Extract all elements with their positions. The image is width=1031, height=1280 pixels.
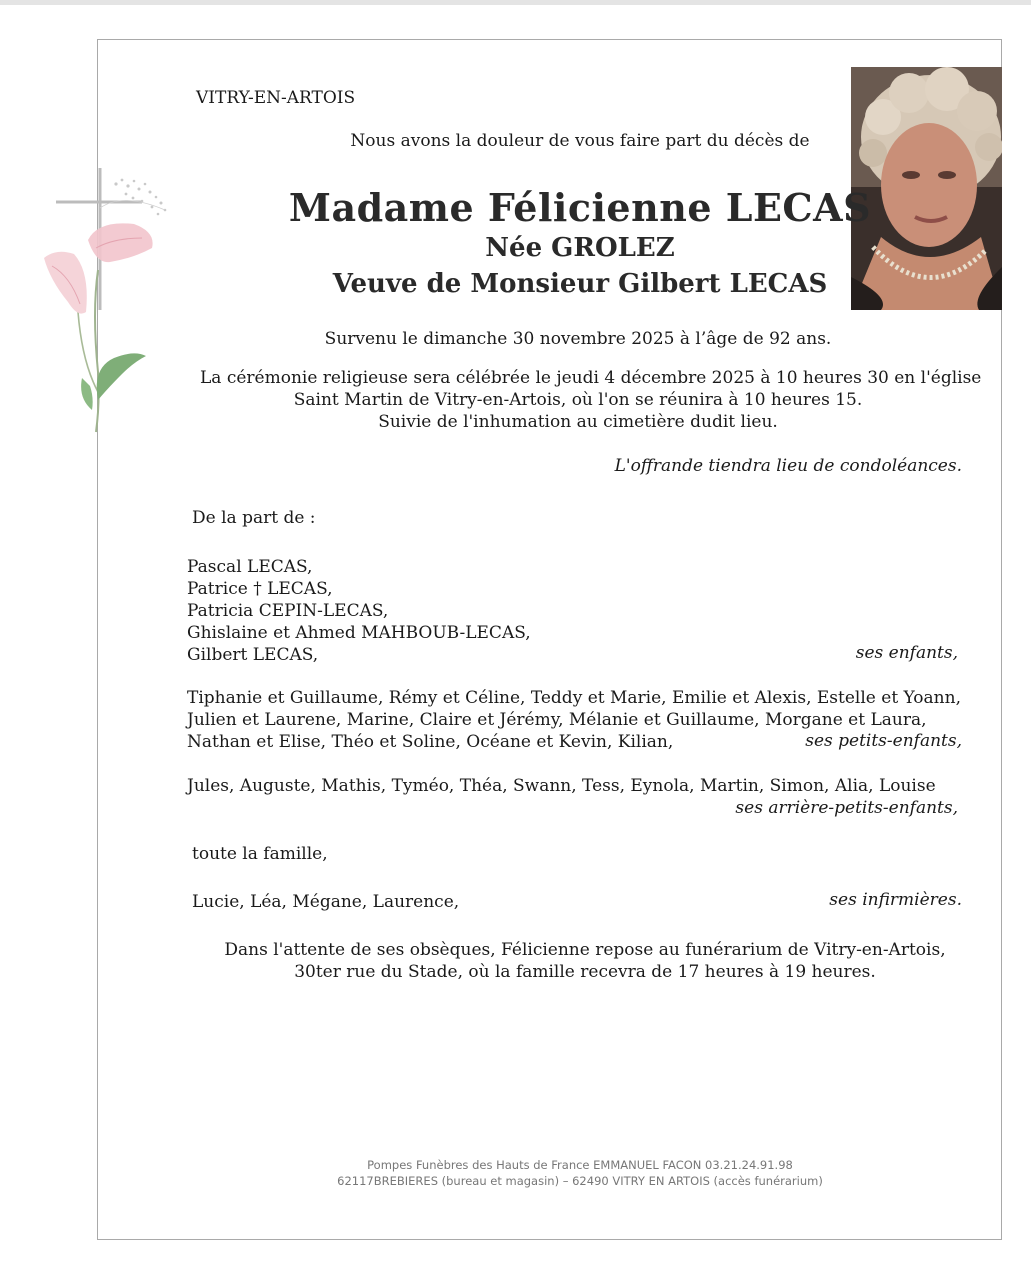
great-grandchildren-role: ses arrière-petits-enfants, xyxy=(735,798,958,818)
child-name: Patricia CEPIN-LECAS, xyxy=(187,601,389,621)
grandchildren-line: Tiphanie et Guillaume, Rémy et Céline, Teddy et Marie, Emilie et Alexis, Estelle et Yoann, xyxy=(187,688,961,708)
widow-of: Veuve de Monsieur Gilbert LECAS xyxy=(332,269,828,299)
child-name: Gilbert LECAS, xyxy=(187,645,319,665)
child-name: Patrice † LECAS, xyxy=(187,579,333,599)
nurses-names: Lucie, Léa, Mégane, Laurence, xyxy=(192,892,460,912)
leaf-icon xyxy=(81,353,146,410)
town-heading: VITRY-EN-ARTOIS xyxy=(196,88,356,108)
family-line: toute la famille, xyxy=(192,844,328,864)
grandchildren-line: Nathan et Elise, Théo et Soline, Océane et Kevin, Kilian, xyxy=(187,732,674,752)
from-label: De la part de : xyxy=(192,508,316,528)
ceremony-line-2: Saint Martin de Vitry-en-Artois, où l'on se réunira à 10 heures 15. xyxy=(293,390,863,410)
ceremony-line-3: Suivie de l'inhumation au cimetière dudit lieu. xyxy=(378,412,778,432)
children-role: ses enfants, xyxy=(855,643,958,663)
intro-text: Nous avons la douleur de vous faire part du décès de xyxy=(350,131,810,151)
maiden-name: Née GROLEZ xyxy=(485,233,675,263)
offering-note: L'offrande tiendra lieu de condoléances. xyxy=(614,456,962,476)
grandchildren-line: Julien et Laurene, Marine, Claire et Jérémy, Mélanie et Guillaume, Morgane et Laura, xyxy=(187,710,927,730)
lily-flower-icon xyxy=(44,223,153,432)
ceremony-line-1: La cérémonie religieuse sera célébrée le jeudi 4 décembre 2025 à 10 heures 30 en l'église xyxy=(200,368,982,388)
deceased-name: Madame Félicienne LECAS xyxy=(288,185,872,230)
footer-line-2: 62117BREBIERES (bureau et magasin) – 62490 VITRY EN ARTOIS (accès funérarium) xyxy=(337,1174,823,1188)
babys-breath-sprig-icon xyxy=(100,179,166,216)
top-scan-edge xyxy=(0,0,1031,5)
rest-line-1: Dans l'attente de ses obsèques, Félicienne repose au funérarium de Vitry-en-Artois, xyxy=(224,940,946,960)
grandchildren-role: ses petits-enfants, xyxy=(805,731,962,751)
cross-flower-illustration xyxy=(38,162,174,444)
nurses-role: ses infirmières. xyxy=(829,890,962,910)
death-notice: Survenu le dimanche 30 novembre 2025 à l’âge de 92 ans. xyxy=(324,329,832,349)
rest-line-2: 30ter rue du Stade, où la famille recevra de 17 heures à 19 heures. xyxy=(294,962,876,982)
child-name: Pascal LECAS, xyxy=(187,557,313,577)
great-grandchildren-line: Jules, Auguste, Mathis, Tyméo, Théa, Swann, Tess, Eynola, Martin, Simon, Alia, Louise xyxy=(187,776,936,796)
child-name: Ghislaine et Ahmed MAHBOUB-LECAS, xyxy=(187,623,531,643)
footer-line-1: Pompes Funèbres des Hauts de France EMMANUEL FACON 03.21.24.91.98 xyxy=(367,1158,793,1172)
